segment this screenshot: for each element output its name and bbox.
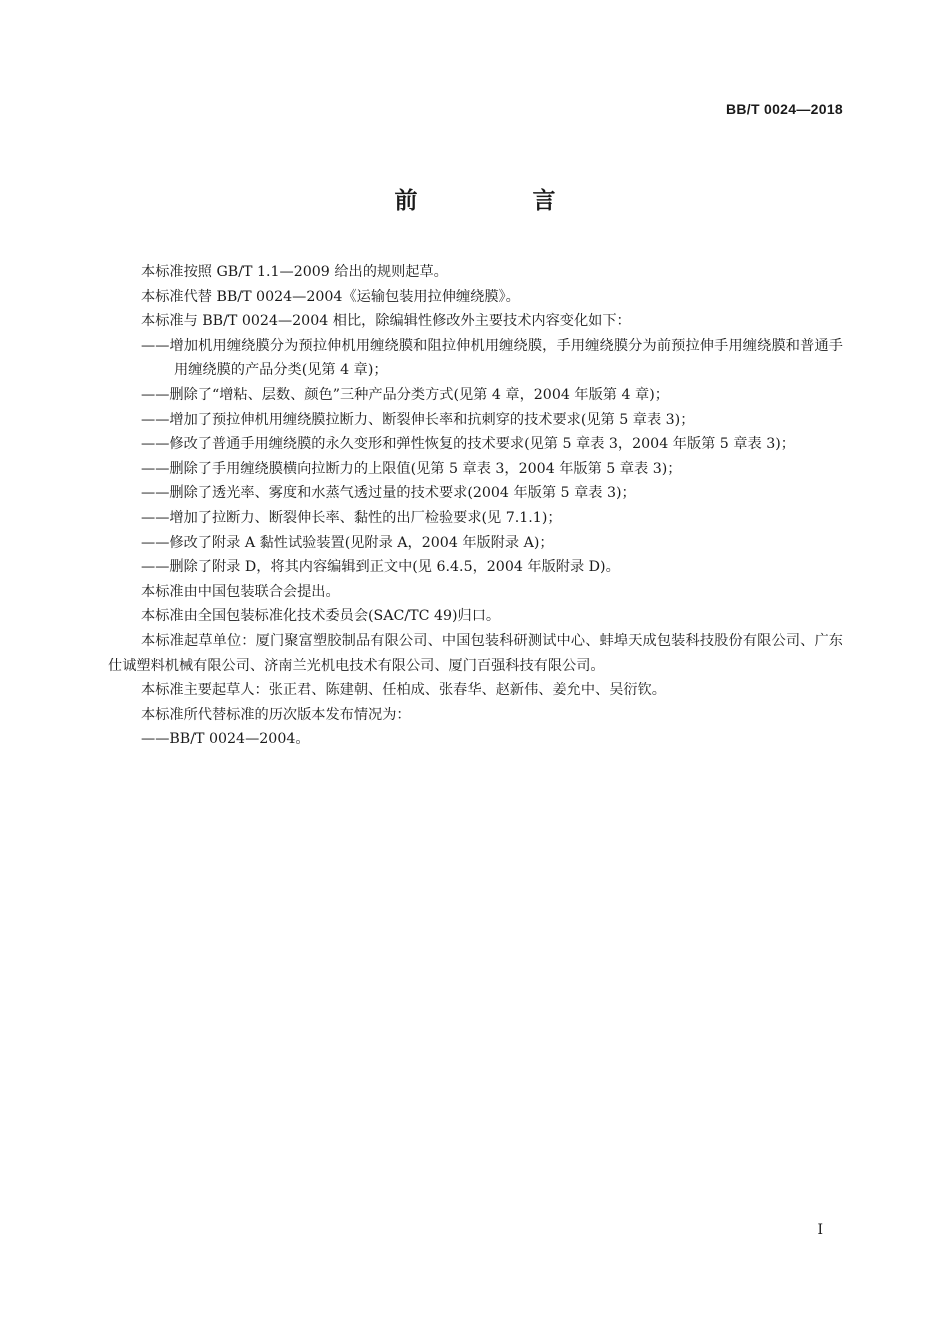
previous-version-item: ——BB/T 0024—2004。 <box>141 731 310 748</box>
change-list-item: ——删除了手用缠绕膜横向拉断力的上限值(见第 5 章表 3，2004 年版第 5 章表 3)； <box>141 460 682 477</box>
changes-intro-paragraph: 本标准与 BB/T 0024—2004 相比，除编辑性修改外主要技术内容变化如下： <box>141 313 631 330</box>
proposer-paragraph: 本标准由中国包装联合会提出。 <box>141 583 340 600</box>
change-list-item: ——修改了普通手用缠绕膜的永久变形和弹性恢复的技术要求(见第 5 章表 3，2004 年版第 5 章表 3)； <box>141 436 795 453</box>
drafting-units-paragraph: 本标准起草单位：厦门聚富塑胶制品有限公司、中国包装科研测试中心、蚌埠天成包装科技股份有限公司、广东仕诚塑料机械有限公司、济南兰光机电技术有限公司、厦门百强科技有限公司。 <box>108 632 843 674</box>
main-drafters-paragraph: 本标准主要起草人：张正君、陈建朝、任柏成、张春华、赵新伟、姜允中、吴衍钦。 <box>141 682 666 699</box>
page-title: 前 言 <box>394 188 602 214</box>
version-history-paragraph: 本标准所代替标准的历次版本发布情况为： <box>141 706 411 723</box>
change-list-item: ——删除了“增粘、层数、颜色”三种产品分类方式(见第 4 章，2004 年版第 4 章)； <box>141 386 669 403</box>
change-list-item: ——增加了拉断力、断裂伸长率、黏性的出厂检验要求(见 7.1.1)； <box>141 509 562 526</box>
change-list-item: ——增加机用缠绕膜分为预拉伸机用缠绕膜和阻拉伸机用缠绕膜，手用缠绕膜分为前预拉伸手用缠绕膜和普通手用缠绕膜的产品分类(见第 4 章)； <box>141 337 843 379</box>
change-list-item: ——删除了附录 D，将其内容编辑到正文中(见 6.4.5，2004 年版附录 D)。 <box>141 559 620 576</box>
standard-code-header: BB/T 0024—2018 <box>725 101 843 117</box>
change-list-item: ——删除了透光率、雾度和水蒸气透过量的技术要求(2004 年版第 5 章表 3)； <box>141 485 636 502</box>
document-body <box>108 260 843 752</box>
change-list-item: ——修改了附录 A 黏性试验装置(见附录 A，2004 年版附录 A)； <box>141 534 554 551</box>
change-list-item: ——增加了预拉伸机用缠绕膜拉断力、断裂伸长率和抗刺穿的技术要求(见第 5 章表 3)； <box>141 411 695 428</box>
centralized-management-paragraph: 本标准由全国包装标准化技术委员会(SAC/TC 49)归口。 <box>141 608 501 625</box>
drafting-rule-paragraph: 本标准按照 GB/T 1.1—2009 给出的规则起草。 <box>141 264 448 280</box>
replacement-paragraph: 本标准代替 BB/T 0024—2004《运输包装用拉伸缠绕膜》。 <box>141 288 520 305</box>
page-number: I <box>817 1222 823 1238</box>
